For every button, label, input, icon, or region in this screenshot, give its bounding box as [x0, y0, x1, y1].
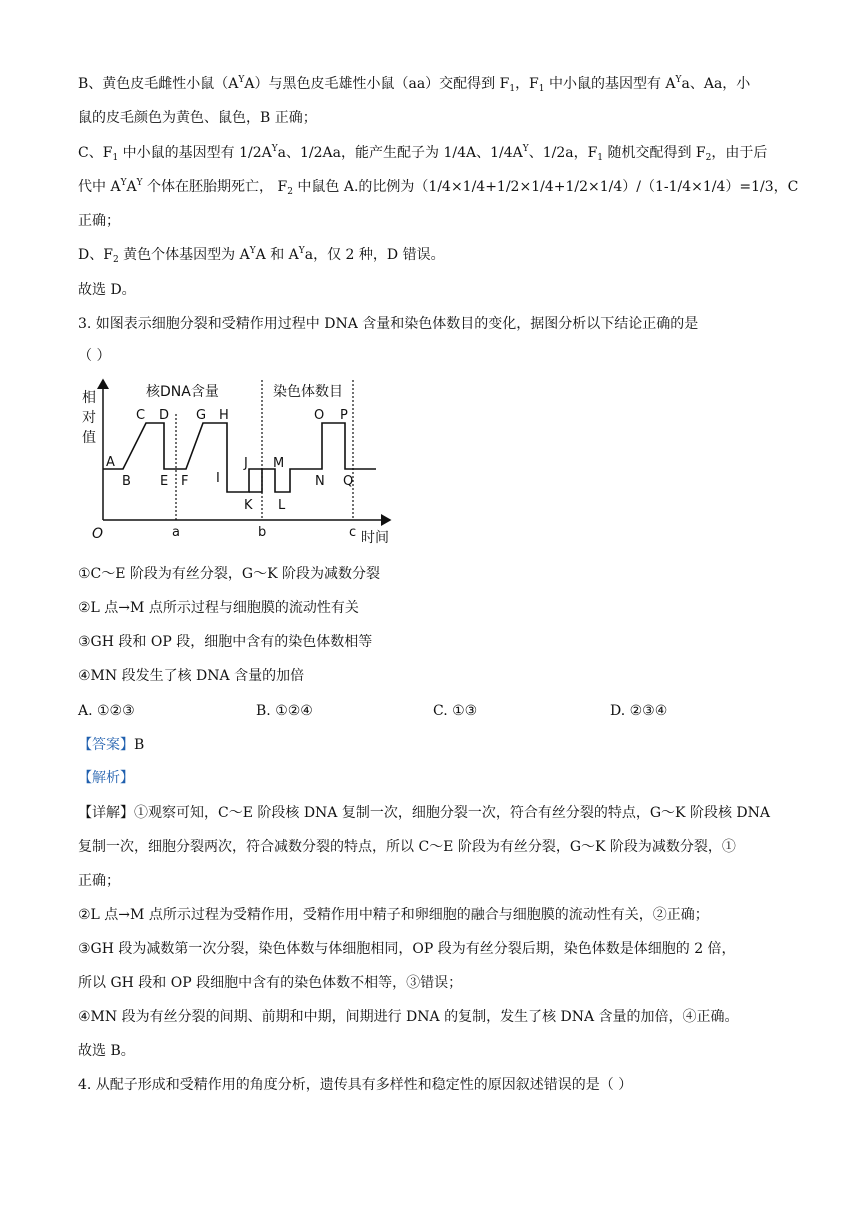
- point-b: B: [122, 474, 131, 489]
- option-b-line1: B、黄色皮毛雌性小鼠$(A^YA)$与黑色皮毛雄性小鼠（aa）交配得到 $F_1$，$F_1$ 中小鼠的基因型有 $A^Ya$、Aa，小: [78, 75, 751, 94]
- detail-line-2: 复制一次，细胞分裂两次，符合减数分裂的特点，所以 C～E 阶段为有丝分裂，G～K 阶段为减数分裂，①: [78, 839, 736, 855]
- point-h: H: [219, 408, 229, 423]
- option-b-line2: 鼠的皮毛颜色为黄色、鼠色，B 正确；: [78, 110, 317, 126]
- detail-line-6: 所以 GH 段和 OP 段细胞中含有的染色体数不相等，③错误；: [78, 975, 463, 991]
- point-l: L: [278, 498, 286, 513]
- tick-a: a: [172, 525, 180, 540]
- point-j: J: [244, 456, 248, 471]
- origin-label: O: [92, 526, 104, 542]
- xlabel: 时间: [361, 530, 389, 546]
- ylabel-1: 相: [82, 390, 96, 406]
- question3-stem: 3. 如图表示细胞分裂和受精作用过程中 DNA 含量和染色体数目的变化，据图分析以下结论正确的是: [78, 316, 699, 332]
- tick-c: c: [349, 525, 357, 540]
- point-e: E: [160, 474, 169, 489]
- answer-label: 【答案】: [78, 737, 134, 753]
- point-a: A: [106, 455, 115, 470]
- analysis-label: 【解析】: [78, 770, 134, 786]
- title-chromosome: 染色体数目: [273, 384, 343, 400]
- detail-line-1: 【详解】①观察可知，C～E 阶段核 DNA 复制一次，细胞分裂一次，符合有丝分裂的特点，G～K 阶段核 DNA: [78, 805, 770, 821]
- option-c-line1: C、$F_1$ 中小鼠的基因型有 $1/2A^Ya$、1/2Aa，能产生配子为 1/4A、$1/4A^Y$、1/2a，$F_1$ 随机交配得到 $F_2$，由于后: [78, 144, 768, 163]
- detail-line-7: ④MN 段为有丝分裂的间期、前期和中期，间期进行 DNA 的复制，发生了核 DNA 含量的加倍，④正确。: [78, 1009, 739, 1025]
- point-n: N: [315, 474, 325, 489]
- statement-3: ③GH 段和 OP 段，细胞中含有的染色体数相等: [78, 634, 373, 650]
- option-c-line2: 代中 $A^YA^Y$ 个体在胚胎期死亡， $F_2$ 中鼠色 A.的比例为（1/4×1/4+1/2×1/4+1/2×1/4）/（1-1/4×1/4）=1/3，C: [78, 178, 799, 197]
- option-a: A. ①②③: [78, 703, 135, 719]
- statement-4: ④MN 段发生了核 DNA 含量的加倍: [78, 668, 305, 684]
- point-m: M: [273, 456, 285, 471]
- answer-line: [78, 735, 144, 755]
- dna-chromosome-graph: [78, 372, 408, 550]
- detail-line-8: 故选 B。: [78, 1043, 135, 1059]
- detail-line-5: ③GH 段为减数第一次分裂，染色体数与体细胞相同，OP 段为有丝分裂后期，染色体数是体细胞的 2 倍，: [78, 941, 736, 957]
- statement-2: ②L 点→M 点所示过程与细胞膜的流动性有关: [78, 600, 359, 616]
- prev-choose: 故选 D。: [78, 282, 136, 298]
- point-q: Q: [343, 474, 354, 489]
- point-o: O: [314, 408, 325, 423]
- option-c-line3: 正确；: [78, 213, 120, 229]
- tick-b: b: [258, 525, 267, 540]
- option-d: D. ②③④: [610, 703, 668, 719]
- point-i: I: [216, 471, 220, 486]
- chromosome-curve: [249, 423, 376, 492]
- point-k: K: [244, 498, 253, 513]
- statement-1: ①C～E 阶段为有丝分裂，G～K 阶段为减数分裂: [78, 566, 381, 582]
- point-g: G: [196, 408, 207, 423]
- option-d-line: D、$F_2$ 黄色个体基因型为 $A^YA$ 和 $A^Ya$，仅 2 种，D 错误。: [78, 246, 445, 265]
- ylabel-3: 值: [82, 430, 96, 446]
- title-dna: 核DNA含量: [146, 384, 219, 400]
- ylabel-2: 对: [82, 410, 96, 426]
- point-c: C: [136, 408, 146, 423]
- point-f: F: [181, 474, 189, 489]
- answer-value: B: [134, 737, 145, 753]
- point-d: D: [159, 408, 170, 423]
- detail-line-3: 正确；: [78, 873, 120, 889]
- point-p: P: [340, 408, 348, 423]
- question3-paren: （ ）: [78, 348, 111, 364]
- detail-line-4: ②L 点→M 点所示过程为受精作用，受精作用中精子和卵细胞的融合与细胞膜的流动性有关，②正确；: [78, 907, 709, 923]
- option-b: B. ①②④: [256, 703, 313, 719]
- option-c: C. ①③: [433, 703, 478, 719]
- question4-stem: 4. 从配子形成和受精作用的角度分析，遗传具有多样性和稳定性的原因叙述错误的是（ ）: [78, 1077, 633, 1093]
